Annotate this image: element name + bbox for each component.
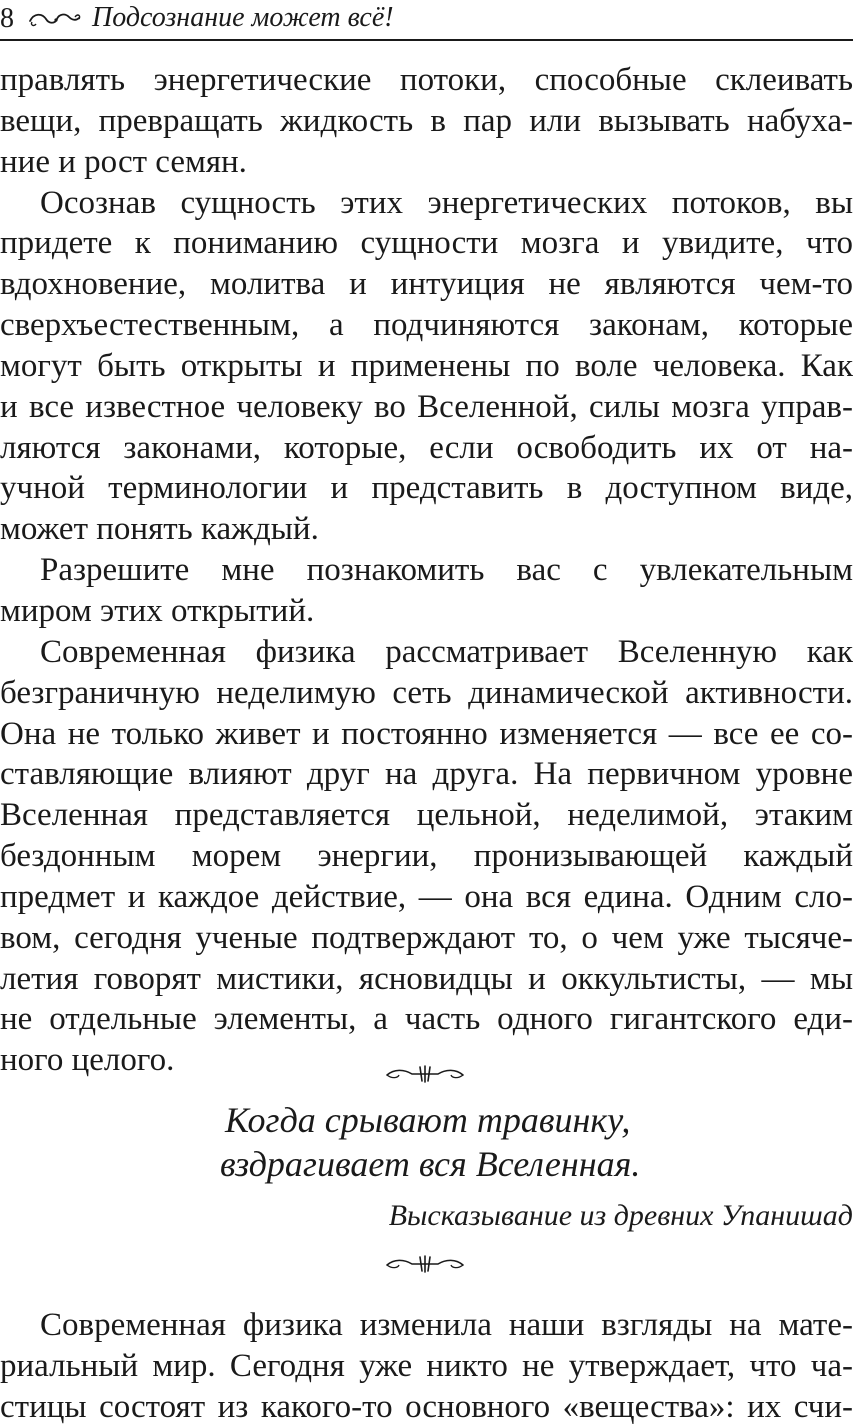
paragraph-first-line: Современная физика рассматривает Вселенную как xyxy=(40,633,853,670)
paragraph-line: сверхъестественным, а подчиняются законам, которые xyxy=(0,307,853,344)
epigraph-source: Высказывание из древних Упанишад xyxy=(388,1199,853,1232)
paragraph-line: миром этих открытий. xyxy=(0,592,315,629)
paragraph-first-line: Современная физика изменила наши взгляды на мате- xyxy=(40,1307,853,1343)
ornament-divider-icon xyxy=(384,1253,466,1275)
paragraph-line: вещи, превращать жидкость в пар или вызывать набуха- xyxy=(0,102,853,139)
body-text-bottom xyxy=(0,1305,853,1428)
paragraph-first-line: правлять энергетические потоки, способные склеивать xyxy=(0,62,853,98)
paragraph-line: придете к пониманию сущности мозга и увидите, что xyxy=(0,225,853,262)
running-title: Подсознание может всё! xyxy=(92,2,394,33)
body-text-top xyxy=(0,60,853,1081)
paragraph-line: Вселенная представляется цельной, неделимой, этаким xyxy=(0,797,853,834)
page-number: 8 xyxy=(0,3,14,34)
paragraph-line: Она не только живет и постоянно изменяется — все ее со- xyxy=(0,715,853,752)
paragraph-line: безграничную неделимую сеть динамической активности. xyxy=(0,674,853,711)
paragraph-line: ставляющие влияют друг на друга. На первичном уровне xyxy=(0,756,853,793)
scroll-flourish-icon xyxy=(26,8,82,30)
paragraph-line: учной терминологии и представить в доступном виде, xyxy=(0,470,853,507)
running-header xyxy=(0,0,853,40)
paragraph-line: может понять каждый. xyxy=(0,511,319,548)
paragraph-line: бездонным морем энергии, пронизывающей каждый xyxy=(0,838,853,875)
epigraph-line-1: Когда срывают травинку, xyxy=(225,1100,631,1140)
paragraph-line: не отдельные элементы, а часть одного гигантского еди- xyxy=(0,1001,853,1038)
ornament-divider-icon xyxy=(384,1063,466,1085)
paragraph-line: ляются законами, которые, если освободить их от на- xyxy=(0,429,853,466)
paragraph-line: ние и рост семян. xyxy=(0,143,247,180)
paragraph-line: могут быть открыты и применены по воле человека. Как xyxy=(0,347,853,384)
paragraph-first-line: Разрешите мне познакомить вас с увлекательным xyxy=(40,552,853,589)
paragraph-line: вом, сегодня ученые подтверждают то, о чем уже тысяче- xyxy=(0,919,853,956)
paragraph-first-line: Осознав сущность этих энергетических потоков, вы xyxy=(40,184,853,221)
paragraph-line: вдохновение, молитва и интуиция не являются чем-то xyxy=(0,266,853,303)
paragraph-line: риальный мир. Сегодня уже никто не утверждает, что ча- xyxy=(0,1347,853,1384)
paragraph-line: и все известное человеку во Вселенной, силы мозга управ- xyxy=(0,388,853,425)
paragraph-line: ного целого. xyxy=(0,1042,175,1079)
header-rule xyxy=(0,39,853,41)
paragraph-line: летия говорят мистики, ясновидцы и оккультисты, — мы xyxy=(0,960,853,997)
paragraph-line: стицы состоят из какого-то основного «вещества»: их счи- xyxy=(0,1388,853,1425)
epigraph-line-2: вздрагивает вся Вселенная. xyxy=(220,1144,641,1184)
paragraph-line: предмет и каждое действие, — она вся едина. Одним сло- xyxy=(0,878,853,915)
